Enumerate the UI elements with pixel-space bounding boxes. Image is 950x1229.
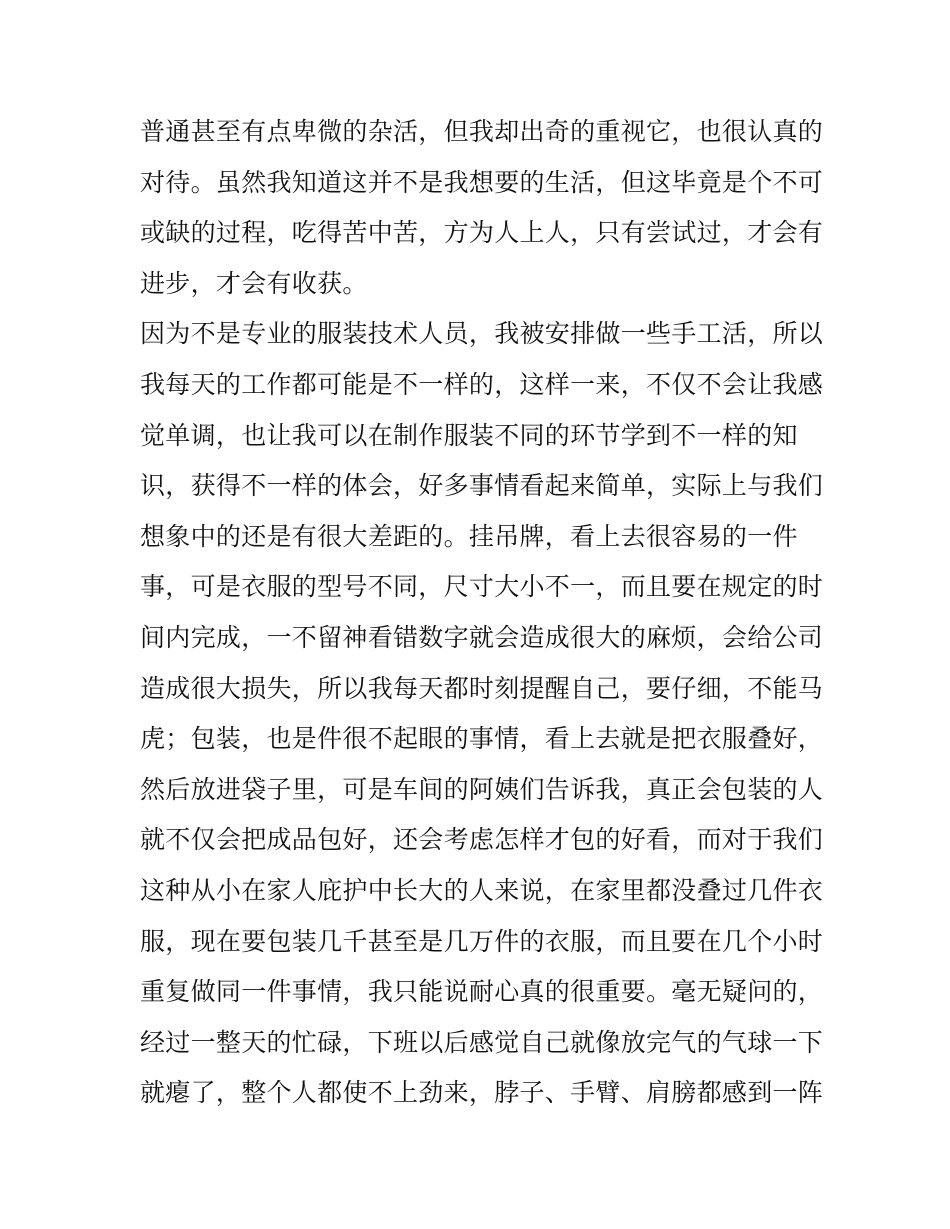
text-line: 识，获得不一样的体会，好多事情看起来简单，实际上与我们 xyxy=(140,471,824,501)
text-line: 重复做同一件事情，我只能说耐心真的很重要。毫无疑问的， xyxy=(140,977,824,1007)
text-line: 普通甚至有点卑微的杂活，但我却出奇的重视它，也很认真的 xyxy=(140,117,824,146)
text-line: 间内完成，一不留神看错数字就会造成很大的麻烦，会给公司 xyxy=(140,622,824,652)
text-line: 或缺的过程，吃得苦中苦，方为人上人，只有尝试过，才会有 xyxy=(140,218,824,248)
text-line: 虎；包装，也是件很不起眼的事情，看上去就是把衣服叠好， xyxy=(140,724,824,754)
text-line: 经过一整天的忙碌，下班以后感觉自己就像放完气的气球一下 xyxy=(140,1027,824,1057)
text-line: 因为不是专业的服装技术人员，我被安排做一些手工活，所以 xyxy=(140,319,824,349)
text-line: 想象中的还是有很大差距的。挂吊牌，看上去很容易的一件 xyxy=(140,521,798,551)
text-line: 就不仅会把成品包好，还会考虑怎样才包的好看，而对于我们 xyxy=(140,825,824,855)
text-line: 服，现在要包装几千甚至是几万件的衣服，而且要在几个小时 xyxy=(140,926,824,956)
text-line: 造成很大损失，所以我每天都时刻提醒自己，要仔细，不能马 xyxy=(140,673,824,703)
text-line: 然后放进袋子里，可是车间的阿姨们告诉我，真正会包装的人 xyxy=(140,774,824,804)
text-line: 我每天的工作都可能是不一样的，这样一来，不仅不会让我感 xyxy=(140,369,824,399)
text-line: 这种从小在家人庇护中长大的人来说，在家里都没叠过几件衣 xyxy=(140,875,824,905)
text-line: 进步，才会有收获。 xyxy=(140,268,368,298)
text-line: 对待。虽然我知道这并不是我想要的生活，但这毕竟是个不可 xyxy=(140,167,824,197)
text-line: 觉单调，也让我可以在制作服装不同的环节学到不一样的知 xyxy=(140,420,798,450)
text-line: 就瘪了，整个人都使不上劲来，脖子、手臂、肩膀都感到一阵 xyxy=(140,1078,824,1108)
body-text xyxy=(140,107,824,1119)
text-line: 事，可是衣服的型号不同，尺寸大小不一，而且要在规定的时 xyxy=(140,572,824,602)
